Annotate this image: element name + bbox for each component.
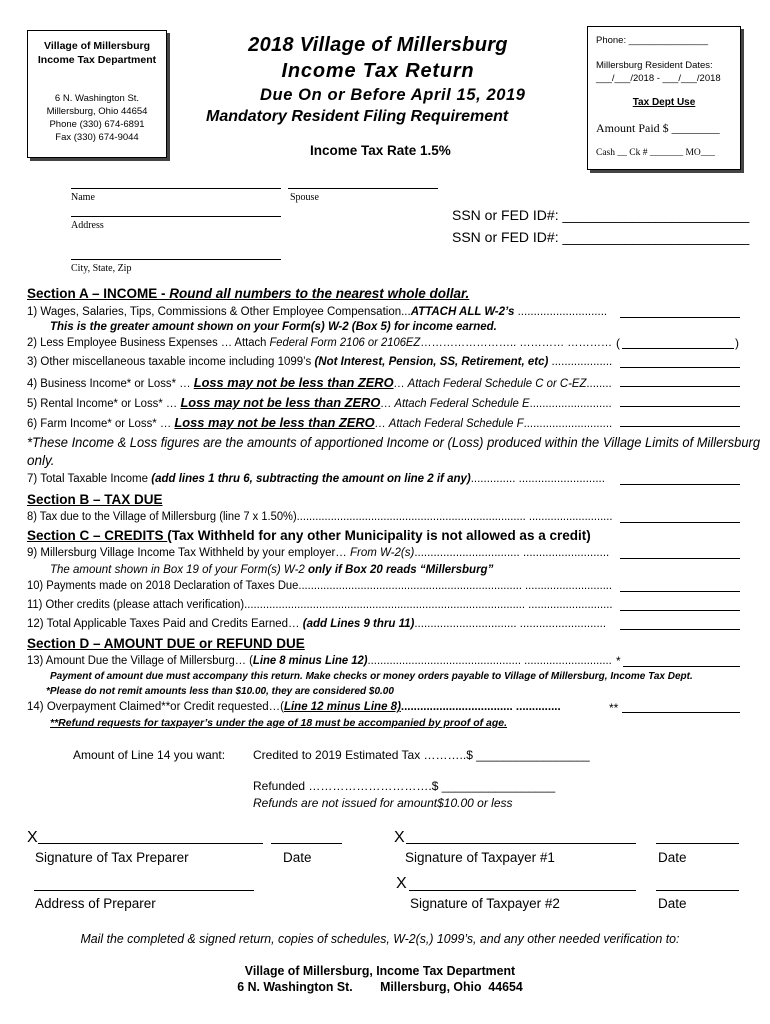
income-note-line2: only. (27, 453, 55, 468)
taxpayer1-signature-label: Signature of Taxpayer #1 (405, 850, 555, 865)
line10-label: 10) Payments made on 2018 Declaration of Taxes Due........................................................................ ............................ (27, 580, 613, 592)
tax-rate: Income Tax Rate 1.5% (310, 143, 451, 158)
line3-amount[interactable] (620, 355, 740, 368)
dept-phone: Phone (330) 674-6891 (49, 119, 145, 130)
preparer-x: X (27, 829, 38, 846)
credited-field[interactable]: Credited to 2019 Estimated Tax ………..$ _________________ (253, 748, 590, 762)
line10-amount[interactable] (620, 579, 740, 592)
address-line[interactable] (71, 216, 281, 217)
line5-amount[interactable] (620, 394, 740, 407)
city-line[interactable] (71, 259, 281, 260)
line12-amount[interactable] (620, 617, 740, 630)
dept-name-line1: Village of Millersburg (44, 40, 150, 52)
line4-label: 4) Business Income* or Loss* … Loss may not be less than ZERO… Attach Federal Schedule C or C-EZ........ (27, 375, 612, 390)
line8-label: 8) Tax due to the Village of Millersburg (line 7 x 1.50%).......................................................................... ........................... (27, 511, 613, 523)
line11-label: 11) Other credits (please attach verification).......................................................................................... ........................... (27, 599, 613, 611)
section-c-heading: Section C – CREDITS (Tax Withheld for any other Municipality is not allowed as a credit) (27, 528, 591, 543)
line4-amount[interactable] (620, 374, 740, 387)
section-b-heading: Section B – TAX DUE (27, 492, 163, 507)
line12-label: 12) Total Applicable Taxes Paid and Credits Earned… (add Lines 9 thru 11)................................ ........................... (27, 618, 607, 630)
line9-amount[interactable] (620, 546, 740, 559)
name-label: Name (71, 192, 95, 203)
line1-label: 1) Wages, Salaries, Tips, Commissions & Other Employee Compensation...ATTACH ALL W-2’s ............................ (27, 306, 608, 318)
line7-amount[interactable] (620, 472, 740, 485)
dept-info-box (27, 30, 167, 158)
line14-label: 14) Overpayment Claimed**or Credit requested…(Line 12 minus Line 8)................................... .............. (27, 701, 561, 713)
line13-label: 13) Amount Due the Village of Millersburg… (Line 8 minus Line 12)................................................. ............................ (27, 655, 612, 667)
line14-amount[interactable] (622, 700, 740, 713)
line14-star: ** (609, 701, 619, 715)
line1-amount[interactable] (620, 305, 740, 318)
line2-paren-close: ) (735, 336, 739, 350)
line14-note: **Refund requests for taxpayer’s under the age of 18 must be accompanied by proof of age. (50, 717, 508, 729)
footer-address2: 6 N. Washington St. Millersburg, Ohio 44654 (237, 980, 523, 994)
line13-note: Payment of amount due must accompany this return. Make checks or money orders payable to Village of Millersburg, Income Tax Dept. (50, 671, 693, 682)
spouse-label: Spouse (290, 192, 319, 203)
line13-amount[interactable] (623, 654, 740, 667)
dept-address1: 6 N. Washington St. (54, 93, 140, 104)
form-subtitle: Income Tax Return (281, 60, 475, 82)
taxpayer2-date-label: Date (658, 896, 687, 911)
line9-label: 9) Millersburg Village Income Tax Withheld by your employer… From W-2(s)................................. ........................... (27, 547, 610, 559)
line5-label: 5) Rental Income* or Loss* … Loss may not be less than ZERO… Attach Federal Schedule E.......................... (27, 395, 612, 410)
refund-note: Refunds are not issued for amount$10.00 or less (253, 796, 513, 810)
taxpayer2-signature-line[interactable] (409, 890, 636, 891)
dept-address2: Millersburg, Ohio 44654 (46, 106, 148, 117)
taxpayer2-signature-label: Signature of Taxpayer #2 (410, 896, 560, 911)
taxpayer1-signature-line[interactable] (406, 843, 636, 844)
line8-amount[interactable] (620, 510, 740, 523)
preparer-date-line[interactable] (271, 843, 342, 844)
section-d-heading: Section D – AMOUNT DUE or REFUND DUE (27, 636, 305, 651)
refunded-field[interactable]: Refunded ………………………….$ _________________ (253, 779, 556, 793)
income-note-line1: *These Income & Loss figures are the amounts of apportioned Income or (Loss) produced within the Village Limits of Millersburg (27, 435, 761, 450)
line1-note: This is the greater amount shown on your Form(s) W-2 (Box 5) for income earned. (50, 321, 497, 333)
spouse-line[interactable] (288, 188, 438, 189)
amount-paid-field[interactable]: Amount Paid $ ________ (596, 121, 720, 135)
line11-amount[interactable] (620, 598, 740, 611)
payment-method-field[interactable]: Cash __ Ck # _______ MO___ (596, 148, 716, 158)
due-date: Due On or Before April 15, 2019 (260, 86, 526, 104)
preparer-address-label: Address of Preparer (35, 896, 156, 911)
line2-label: 2) Less Employee Business Expenses … Attach Federal Form 2106 or 2106EZ…………………….. ………… ………… (27, 337, 613, 349)
taxpayer1-date-label: Date (658, 850, 687, 865)
mail-instruction: Mail the completed & signed return, copies of schedules, W-2(s,) 1099’s, and any other needed verification to: (80, 932, 680, 946)
taxpayer1-date-line[interactable] (656, 843, 739, 844)
dept-name-line2: Income Tax Department (37, 54, 157, 66)
filing-requirement: Mandatory Resident Filing Requirement (206, 108, 509, 125)
preparer-signature-label: Signature of Tax Preparer (35, 850, 189, 865)
resident-dates-field[interactable]: ___/___/2018 - ___/___/2018 (596, 73, 721, 84)
line7-label: 7) Total Taxable Income (add lines 1 thru 6, subtracting the amount on line 2 if any).............. ........................... (27, 473, 605, 485)
phone-field[interactable]: Phone: _______________ (596, 35, 709, 46)
line6-amount[interactable] (620, 414, 740, 427)
address-label: Address (71, 220, 104, 231)
taxpayer2-x: X (396, 875, 407, 892)
footer-address1: Village of Millersburg, Income Tax Department (244, 964, 516, 978)
office-use-box (587, 26, 741, 170)
preparer-address-line[interactable] (34, 890, 254, 891)
line6-label: 6) Farm Income* or Loss* … Loss may not be less than ZERO… Attach Federal Schedule F............................ (27, 415, 613, 430)
ssn2-field[interactable]: SSN or FED ID#: ________________________ (452, 229, 750, 245)
name-line[interactable] (71, 188, 281, 189)
line13-star: * (616, 654, 621, 668)
refund-amount-label: Amount of Line 14 you want: (73, 748, 226, 762)
form-title: 2018 Village of Millersburg (248, 34, 508, 56)
line3-label: 3) Other miscellaneous taxable income including 1099’s (Not Interest, Pension, SS, Retirement, etc) ................... (27, 356, 613, 368)
preparer-signature-line[interactable] (38, 843, 263, 844)
preparer-date-label: Date (283, 850, 312, 865)
line2-paren-open: ( (616, 336, 620, 350)
line2-amount[interactable] (622, 336, 734, 349)
line9-note: The amount shown in Box 19 of your Form(s) W-2 only if Box 20 reads “Millersburg” (50, 564, 494, 576)
section-a-heading: Section A – INCOME - Round all numbers to the nearest whole dollar. (27, 286, 470, 301)
ssn1-field[interactable]: SSN or FED ID#: ________________________ (452, 207, 750, 223)
dept-fax: Fax (330) 674-9044 (55, 132, 139, 143)
taxpayer1-x: X (394, 829, 405, 846)
taxpayer2-date-line[interactable] (656, 890, 739, 891)
tax-dept-use-label: Tax Dept Use (632, 97, 696, 108)
resident-dates-label: Millersburg Resident Dates: (596, 60, 713, 71)
line13-note2: *Please do not remit amounts less than $10.00, they are considered $0.00 (46, 686, 394, 697)
city-label: City, State, Zip (71, 263, 132, 274)
